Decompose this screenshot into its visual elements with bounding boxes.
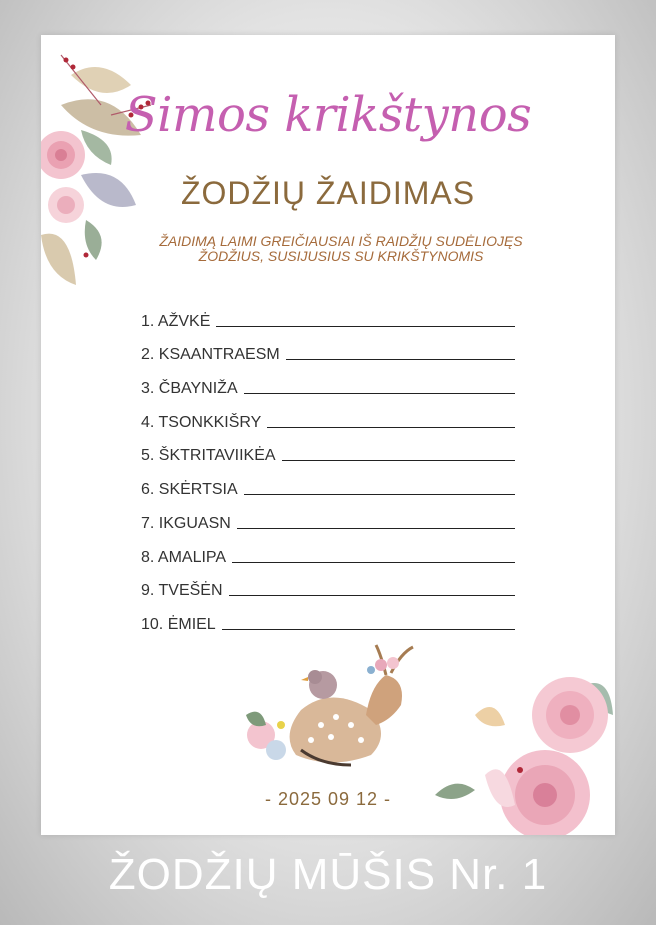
deer-illustration-icon — [241, 625, 431, 775]
scrambled-word: 8. AMALIPA — [141, 548, 227, 566]
event-date: - 2025 09 12 - — [264, 789, 392, 809]
word-row — [141, 499, 515, 533]
answer-line — [222, 628, 515, 630]
answer-line — [229, 594, 515, 596]
answer-line — [216, 325, 515, 327]
scrambled-word: 1. AŽVKĖ — [141, 312, 211, 330]
answer-line — [282, 459, 515, 461]
word-row — [141, 364, 515, 398]
instructions — [131, 234, 551, 264]
scrambled-word: 10. ĖMIEL — [141, 615, 216, 633]
instructions-line-2: ŽODŽIUS, SUSIJUSIUS SU KRIKŠTYNOMIS — [198, 248, 484, 264]
word-row — [141, 465, 515, 499]
word-row — [141, 331, 515, 365]
word-row — [141, 567, 515, 601]
scrambled-word: 9. TVEŠĖN — [141, 582, 223, 600]
answer-line — [267, 426, 515, 428]
game-heading: ŽODŽIŲ ŽAIDIMAS — [180, 175, 476, 211]
product-caption: ŽODŽIŲ MŪŠIS Nr. 1 — [108, 850, 548, 899]
answer-line — [244, 493, 515, 495]
scrambled-word: 6. SKĖRTSIA — [141, 481, 238, 499]
peony-corner-icon — [435, 675, 615, 835]
game-card — [41, 35, 615, 835]
scrambled-word: 7. IKGUASN — [141, 514, 231, 532]
word-row — [141, 297, 515, 331]
answer-line — [286, 358, 515, 360]
answer-line — [237, 527, 515, 529]
instructions-line-1: ŽAIDIMĄ LAIMI GREIČIAUSIAI IŠ RAIDŽIŲ SUDĖLIOJĘS — [159, 233, 523, 249]
scrambled-word: 5. ŠKTRITAVIIKĖA — [141, 447, 276, 465]
word-row — [141, 398, 515, 432]
page-title: Simos krikštynos — [124, 87, 532, 143]
word-row — [141, 432, 515, 466]
scrambled-word: 4. TSONKKIŠRY — [141, 413, 262, 431]
scrambled-word: 3. ČBAYNIŽA — [141, 380, 238, 398]
word-row — [141, 600, 515, 634]
answer-line — [244, 392, 515, 394]
answer-line — [232, 561, 515, 563]
scrambled-word: 2. KSAANTRAESM — [141, 346, 280, 364]
word-row — [141, 533, 515, 567]
word-list — [141, 297, 515, 634]
